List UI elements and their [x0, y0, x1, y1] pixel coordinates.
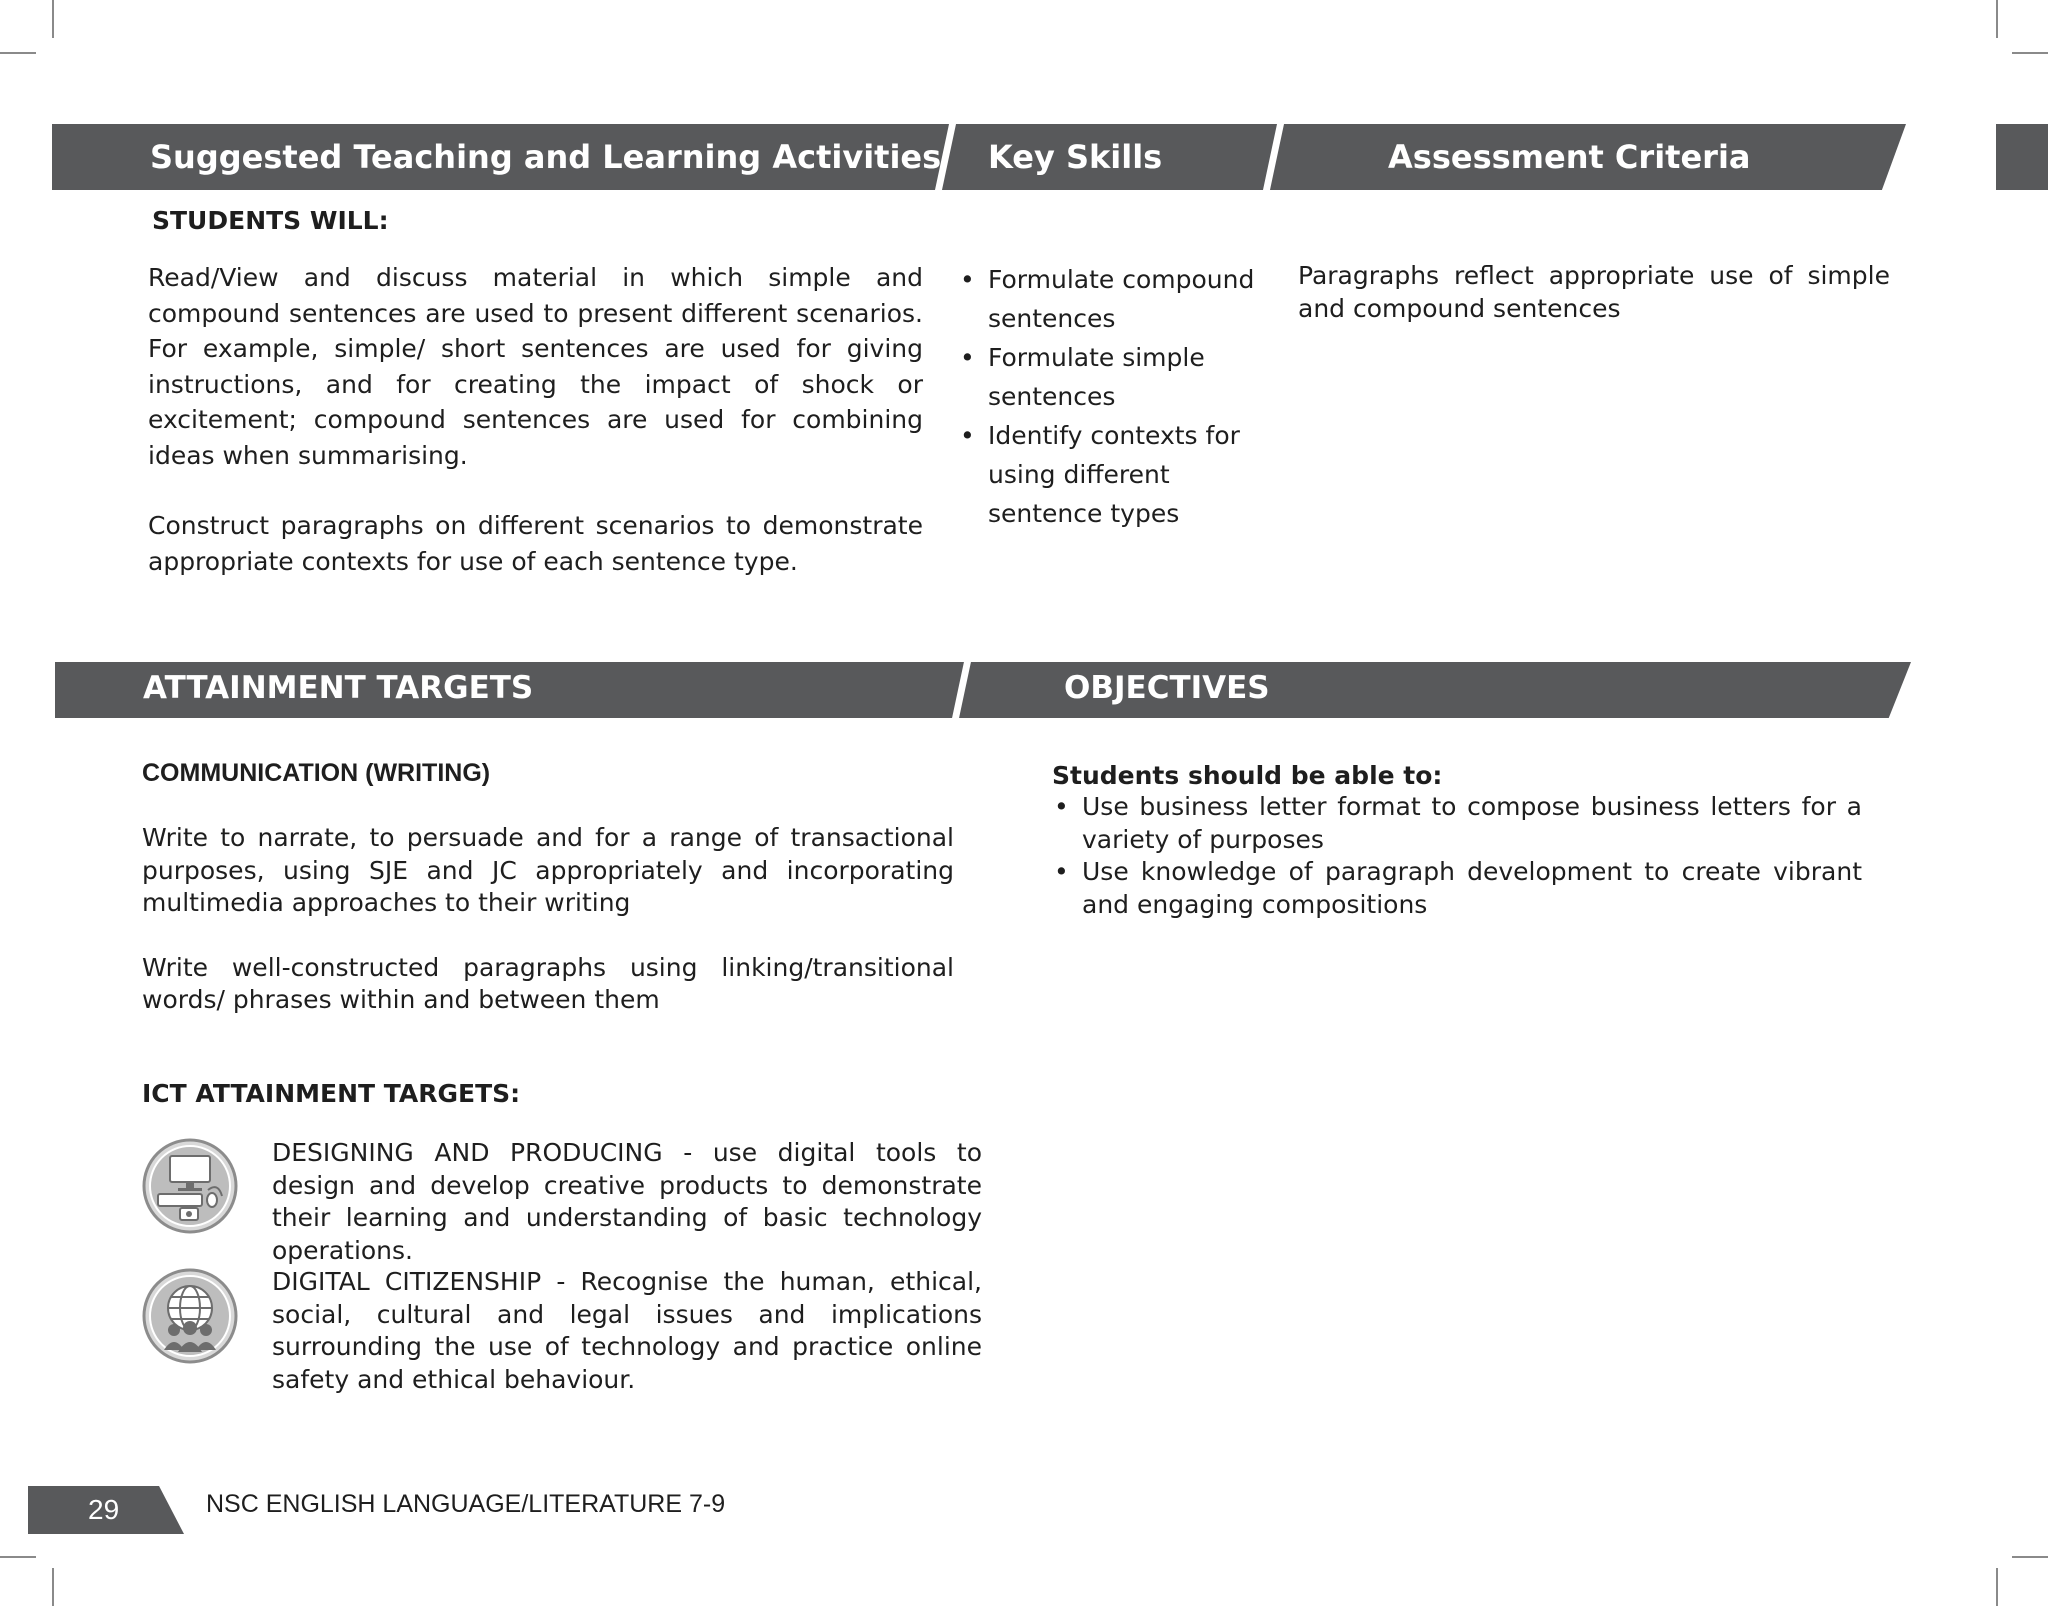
key-skill-item: • Formulate compound sentences — [958, 260, 1276, 338]
objective-item: • Use business letter format to compose business letters for a variety of purposes — [1052, 791, 1862, 856]
attainment-paragraph: Write to narrate, to persuade and for a range of transactional purposes, using SJE and JC appropriately and incorporating multimedia approaches to their writing — [142, 823, 954, 917]
assessment-text: Paragraphs reflect appropriate use of simple and compound sentences — [1298, 261, 1890, 323]
communication-heading: COMMUNICATION (WRITING) — [142, 759, 491, 787]
crop-mark — [52, 0, 54, 38]
crop-mark — [2012, 52, 2048, 54]
attainment-column — [142, 822, 954, 1017]
computer-workstation-icon — [142, 1138, 238, 1234]
ict-heading: ICT ATTAINMENT TARGETS: — [142, 1079, 521, 1108]
activities-column — [148, 260, 923, 579]
objective-item: • Use knowledge of paragraph development to create vibrant and engaging compositions — [1052, 856, 1862, 921]
key-skill-item: • Formulate simple sentences — [958, 338, 1276, 416]
page-number: 29 — [88, 1494, 120, 1525]
objectives-intro: Students should be able to: — [1052, 761, 1443, 790]
crop-mark — [0, 1556, 36, 1558]
crop-mark — [0, 52, 36, 54]
activities-paragraph: Read/View and discuss material in which simple and compound sentences are used to present different scenarios. For example, simple/ short sentences are used for giving instructions, and for creating the impact of shock or excitement; compound sentences are used for combining ideas when summarising. — [148, 263, 923, 470]
footer-title: NSC ENGLISH LANGUAGE/LITERATURE 7-9 — [206, 1490, 726, 1518]
crop-mark — [52, 1568, 54, 1606]
header-objectives: OBJECTIVES — [1064, 670, 1270, 706]
students-will-label: STUDENTS WILL: — [152, 206, 389, 235]
attainment-paragraph: Write well-constructed paragraphs using linking/transitional words/ phrases within and between them — [142, 952, 954, 1014]
globe-people-icon — [142, 1268, 238, 1364]
edge-tab — [1996, 124, 2048, 190]
key-skill-item: • Identify contexts for using different sentence types — [958, 416, 1276, 533]
header-attainment: ATTAINMENT TARGETS — [143, 670, 534, 706]
activities-paragraph: Construct paragraphs on different scenarios to demonstrate appropriate contexts for use of each sentence type. — [148, 511, 923, 576]
crop-mark — [1996, 0, 1998, 38]
crop-mark — [1996, 1568, 1998, 1606]
key-skills-column — [958, 260, 1276, 533]
ict-item-text: DESIGNING AND PRODUCING - use digital tools to design and develop creative products to demonstrate their learning and understanding of basic technology operations. — [272, 1138, 982, 1265]
crop-mark — [2012, 1556, 2048, 1558]
ict-item-text: DIGITAL CITIZENSHIP - Recognise the human, ethical, social, cultural and legal issues and implications surrounding the use of technology and practice online safety and ethical behaviour. — [272, 1267, 982, 1394]
header-activities: Suggested Teaching and Learning Activities — [150, 138, 942, 176]
header-assessment: Assessment Criteria — [1388, 138, 1751, 176]
objectives-list — [1052, 791, 1862, 921]
header-key-skills: Key Skills — [988, 138, 1163, 176]
